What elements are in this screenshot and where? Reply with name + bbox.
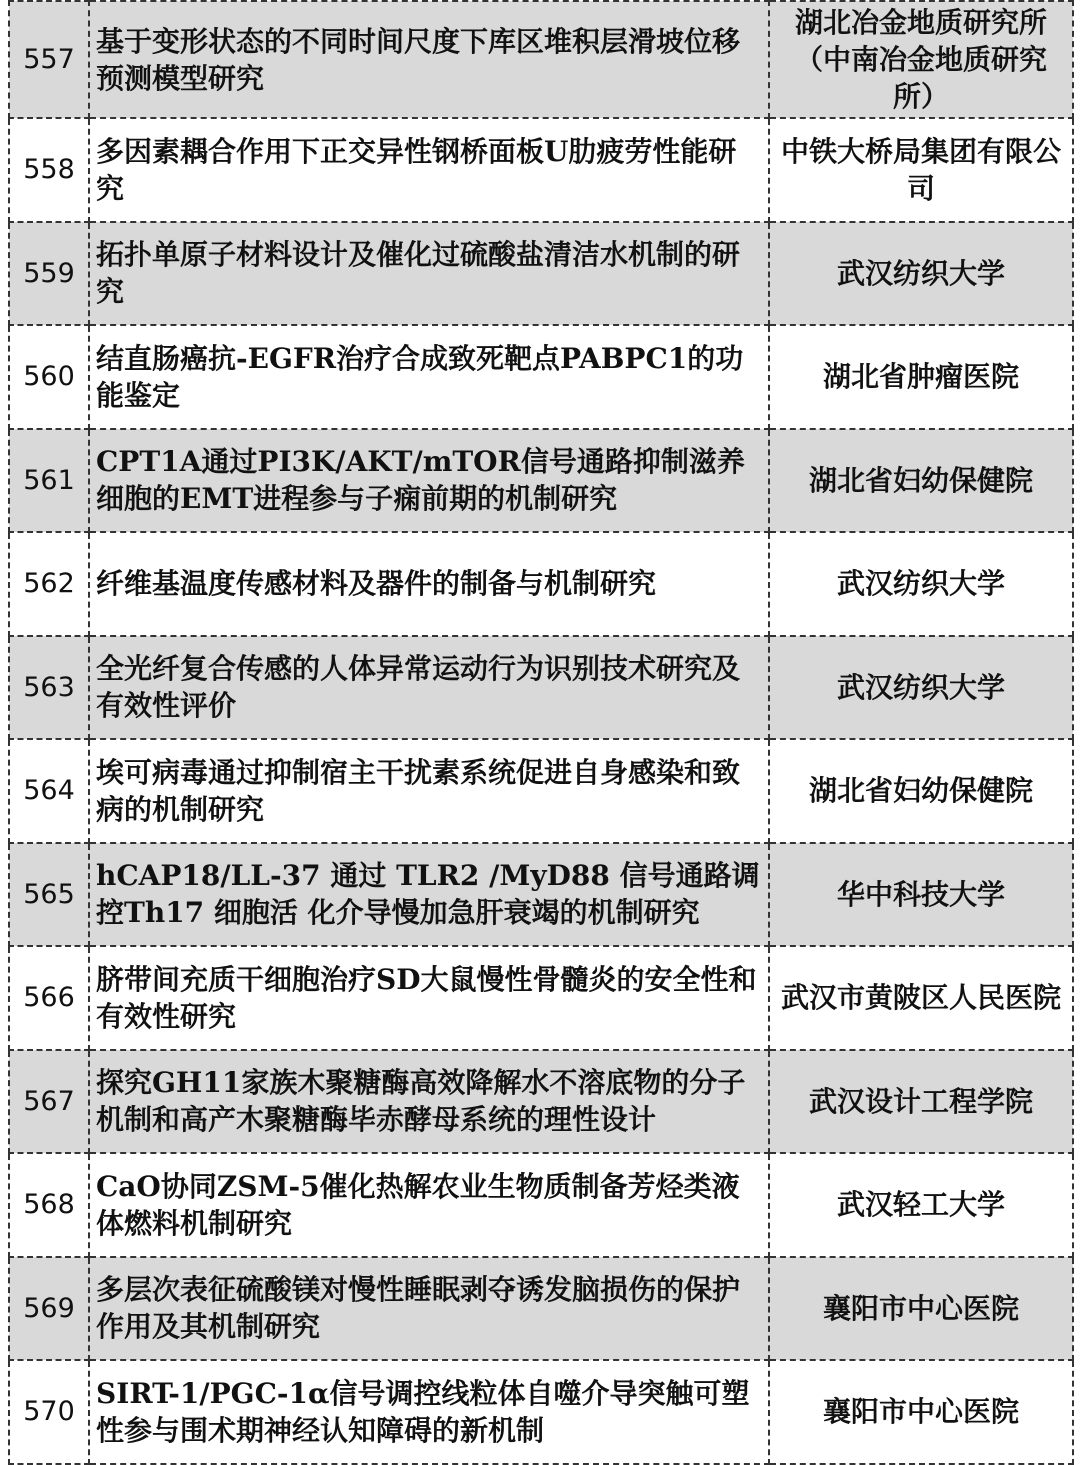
institution-cell: 武汉市黄陂区人民医院: [769, 946, 1073, 1050]
table-row: [9, 1153, 1073, 1257]
table-row: [9, 636, 1073, 740]
row-number-cell: 567: [9, 1050, 89, 1154]
row-number-cell: 568: [9, 1153, 89, 1257]
row-number-cell: 565: [9, 843, 89, 947]
project-title-cell: 拓扑单原子材料设计及催化过硫酸盐清洁水机制的研究: [89, 222, 769, 326]
row-number-cell: 558: [9, 118, 89, 222]
project-title-cell: 纤维基温度传感材料及器件的制备与机制研究: [89, 532, 769, 636]
row-number-cell: 564: [9, 739, 89, 843]
institution-cell: 襄阳市中心医院: [769, 1257, 1073, 1361]
row-number-cell: 560: [9, 325, 89, 429]
institution-cell: 中铁大桥局集团有限公司: [769, 118, 1073, 222]
row-number-cell: 561: [9, 429, 89, 533]
institution-cell: 武汉设计工程学院: [769, 1050, 1073, 1154]
institution-cell: 湖北省肿瘤医院: [769, 325, 1073, 429]
project-title-cell: 埃可病毒通过抑制宿主干扰素系统促进自身感染和致病的机制研究: [89, 739, 769, 843]
row-number-cell: 562: [9, 532, 89, 636]
institution-cell: 襄阳市中心医院: [769, 1360, 1073, 1464]
project-title-cell: CPT1A通过PI3K/AKT/mTOR信号通路抑制滋养细胞的EMT进程参与子痫前期的机制研究: [89, 429, 769, 533]
project-title-cell: CaO协同ZSM-5催化热解农业生物质制备芳烃类液体燃料机制研究: [89, 1153, 769, 1257]
table-row: [9, 1360, 1073, 1464]
institution-cell: 武汉轻工大学: [769, 1153, 1073, 1257]
table-row: [9, 325, 1073, 429]
project-title-cell: 基于变形状态的不同时间尺度下库区堆积层滑坡位移预测模型研究: [89, 1, 769, 118]
row-number-cell: 566: [9, 946, 89, 1050]
project-title-cell: 全光纤复合传感的人体异常运动行为识别技术研究及有效性评价: [89, 636, 769, 740]
table-row: [9, 739, 1073, 843]
table-row: [9, 843, 1073, 947]
institution-cell: 武汉纺织大学: [769, 532, 1073, 636]
table-row: [9, 429, 1073, 533]
project-title-cell: 探究GH11家族木聚糖酶高效降解水不溶底物的分子机制和高产木聚糖酶毕赤酵母系统的理性设计: [89, 1050, 769, 1154]
project-title-cell: 结直肠癌抗-EGFR治疗合成致死靶点PABPC1的功能鉴定: [89, 325, 769, 429]
table-row: [9, 1050, 1073, 1154]
institution-cell: 武汉纺织大学: [769, 222, 1073, 326]
project-title-cell: 脐带间充质干细胞治疗SD大鼠慢性骨髓炎的安全性和有效性研究: [89, 946, 769, 1050]
institution-cell: 武汉纺织大学: [769, 636, 1073, 740]
table-row: [9, 118, 1073, 222]
row-number-cell: 570: [9, 1360, 89, 1464]
institution-cell: 华中科技大学: [769, 843, 1073, 947]
row-number-cell: 559: [9, 222, 89, 326]
project-table: [8, 0, 1074, 1465]
project-title-cell: 多层次表征硫酸镁对慢性睡眠剥夺诱发脑损伤的保护作用及其机制研究: [89, 1257, 769, 1361]
row-number-cell: 569: [9, 1257, 89, 1361]
row-number-cell: 563: [9, 636, 89, 740]
institution-cell: 湖北省妇幼保健院: [769, 739, 1073, 843]
table-row: [9, 946, 1073, 1050]
table-row: [9, 532, 1073, 636]
table-row: [9, 1, 1073, 118]
project-title-cell: SIRT-1/PGC-1α信号调控线粒体自噬介导突触可塑性参与围术期神经认知障碍的新机制: [89, 1360, 769, 1464]
table-row: [9, 1257, 1073, 1361]
table-body: [9, 1, 1073, 1464]
project-title-cell: hCAP18/LL-37 通过 TLR2 /MyD88 信号通路调控Th17 细胞活 化介导慢加急肝衰竭的机制研究: [89, 843, 769, 947]
table-row: [9, 222, 1073, 326]
institution-cell: 湖北省妇幼保健院: [769, 429, 1073, 533]
row-number-cell: 557: [9, 1, 89, 118]
project-title-cell: 多因素耦合作用下正交异性钢桥面板U肋疲劳性能研究: [89, 118, 769, 222]
institution-cell: 湖北冶金地质研究所（中南冶金地质研究所）: [769, 1, 1073, 118]
